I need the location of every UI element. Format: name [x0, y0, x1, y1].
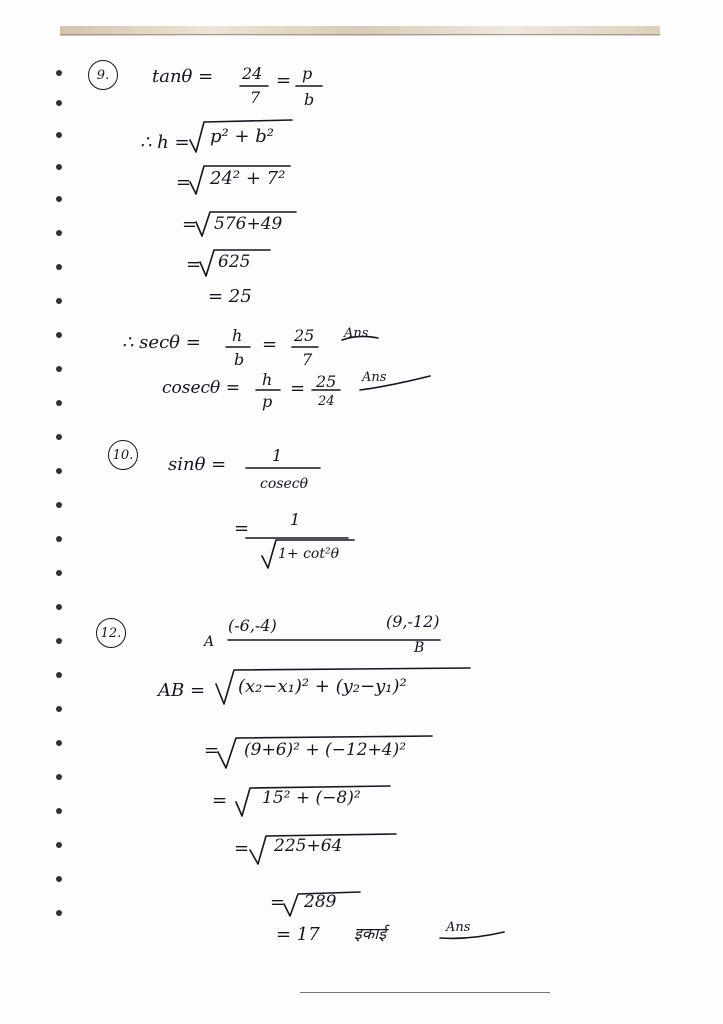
cosec-numerator-25: 25 — [316, 372, 337, 391]
fraction-denominator-cosec: cosecθ — [260, 476, 309, 492]
point-b-coords: (9,-12) — [386, 612, 440, 631]
distance-formula-radicand: (x₂−x₁)² + (y₂−y₁)² — [238, 676, 407, 697]
equals-sign: = — [176, 172, 192, 193]
cosec-numerator-h: h — [262, 370, 273, 389]
question-number-12 — [96, 618, 126, 648]
fraction-numerator-p: p — [302, 64, 313, 83]
sec-denominator-b: b — [234, 350, 245, 369]
equals-sign: = — [186, 254, 202, 275]
equals-sign: = — [276, 70, 292, 91]
final-result: = 17 — [276, 924, 320, 945]
radicand-24-7: 24² + 7² — [210, 168, 286, 189]
equals-sign: = — [262, 334, 278, 355]
equals-sign: = — [212, 790, 228, 811]
equals-sign: = — [270, 892, 286, 913]
radicand-p2-b2: p² + b² — [210, 126, 275, 147]
cosec-denominator-p: p — [262, 392, 273, 411]
equals-sign: = — [234, 838, 250, 859]
fraction-numerator-1: 1 — [272, 446, 283, 465]
radicand-289: 289 — [304, 892, 337, 912]
question-number-9 — [88, 60, 118, 90]
result-25: = 25 — [208, 286, 252, 307]
sin-theta-label: sinθ = — [168, 454, 227, 475]
ab-equals-label: AB = — [158, 680, 206, 701]
point-a-coords: (-6,-4) — [228, 616, 277, 635]
tan-theta-label: tanθ = — [152, 66, 214, 87]
radicand-576-49: 576+49 — [214, 214, 283, 234]
answer-mark: Ans — [344, 326, 369, 341]
fraction-numerator-24: 24 — [242, 64, 263, 83]
radicand-15-8: 15² + (−8)² — [262, 788, 361, 808]
fraction-numerator-1: 1 — [290, 510, 301, 529]
question-number-10 — [108, 440, 138, 470]
fraction-denominator-sqrt: 1+ cot²θ — [278, 546, 340, 562]
equals-sign: = — [290, 378, 306, 399]
sec-denominator-7: 7 — [302, 350, 313, 369]
equals-sign: = — [234, 518, 250, 539]
sec-numerator-25: 25 — [294, 326, 315, 345]
fraction-denominator-b: b — [304, 90, 315, 109]
radicand-225-64: 225+64 — [274, 836, 343, 856]
point-a-label: A — [204, 634, 215, 650]
sec-numerator-h: h — [232, 326, 243, 345]
sec-theta-label: ∴ secθ = — [122, 332, 201, 353]
cosec-theta-label: cosecθ = — [162, 378, 240, 398]
question-number-label: 9. — [96, 67, 110, 83]
question-number-label: 12. — [100, 625, 122, 641]
point-b-label: B — [414, 640, 425, 656]
unit-label: इकाई — [354, 924, 387, 943]
answer-mark: Ans — [362, 370, 387, 385]
fraction-denominator-7: 7 — [250, 88, 261, 107]
cosec-denominator-24: 24 — [318, 394, 335, 409]
radicand-625: 625 — [218, 252, 251, 272]
h-equals-label: ∴ h = — [140, 132, 190, 153]
question-number-label: 10. — [112, 447, 134, 463]
radicand-substituted: (9+6)² + (−12+4)² — [244, 740, 407, 760]
equals-sign: = — [204, 740, 220, 761]
equals-sign: = — [182, 214, 198, 235]
answer-mark: Ans — [446, 920, 471, 935]
